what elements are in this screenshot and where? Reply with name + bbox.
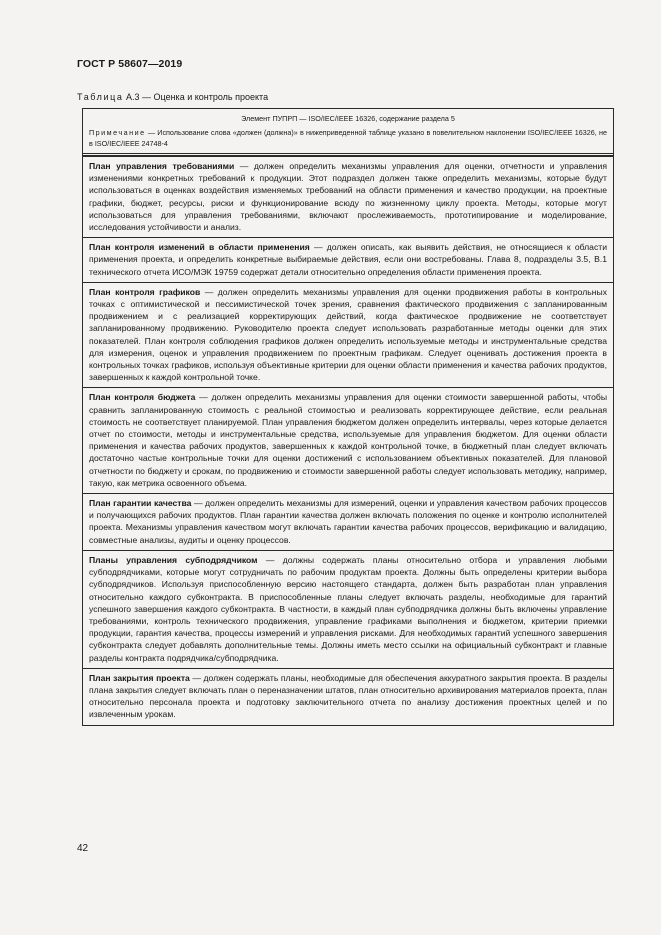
row-term: План закрытия проекта — [89, 672, 190, 683]
note-text: — Использование слова «должен (должна)» в нижеприведенной таблице указано в повелительном наклонении ISO/IEC/IEEE 16326, не в ISO/IEC/IEEE 24748-4 — [89, 128, 607, 148]
table-row — [83, 237, 613, 282]
page-number: 42 — [77, 843, 89, 854]
row-term: План управления требованиями — [89, 161, 235, 171]
caption-number: А.3 — [126, 92, 140, 102]
row-text: — должен определить механизмы для измерений, оценки и управления качеством рабочих процессов и получающихся рабочих продуктов. План гарантии качества должен включать положения по оценке и контролю исполнителей проекта. Механизмы управления качеством могут включать гарантии качества рабочих процессов, верификацию и валидацию, совместные анализы, аудиты и оценку процессов. — [89, 498, 607, 545]
row-text: — должен содержать планы, необходимые для обеспечения аккуратного закрытия проекта. В разделы плана закрытия следует включать план о переназначении штатов, план относительно архивирования материалов проекта, план относительно персонала проекта и подготовку заключительного отчета по анализу достижения проектных целей и по извлеченным урокам. — [89, 672, 607, 720]
row-text: — должен определить механизмы управления для оценки продвижения работы в контрольных точках с оптимистической и пессимистической точек зрения, сравнения фактического продвижения с запланированным продвижением и с реализацией корректирующих действий, когда фактическое продвижение не соответствует запланированному продвижению. Руководителю проекта следует использовать разработанные методы оценки для этих показателей. План контроля соблюдения графиков должен определить используемые методы и инструментальные средства для измерения, оценок и управления продвижением по проектным графикам. Следует оценивать достижения проекта в контрольных точках графиков, используя объективные критерии для оценки области применения и качества рабочих продуктов, завершенных к каждой контрольной точке. — [89, 286, 607, 383]
evaluation-table — [82, 108, 614, 726]
row-term: План контроля графиков — [89, 286, 201, 297]
row-text: — должен определить механизмы управления для оценки, отчетности и управления изменениями конкретных требований к продукции. Этот подраздел должен также определить механизмы, которые будут использоваться в оценках воздействия изменяемых требований на области применения и качество продукции, на проектные графики, бюджет, ресурсы, риски и функционирование всюду по жизненному циклу проекта. Методы, которые могут использоваться для управления требованиями, включают прослеживаемость, прототипирование и моделирование, исследования устойчивости и анализ. — [89, 161, 607, 233]
row-term: Планы управления субподрядчиком — [89, 554, 258, 565]
row-term: План контроля бюджета — [89, 392, 196, 403]
row-text: — должен описать, как выявить действия, не относящиеся к области применения проекта, и определить конкретные выбираемые действия, если они востребованы. Глава 8, подразделы 3.5, В.1 технического отчета ИСО/МЭК 19759 содержат детали относительно определения области применения проекта. — [89, 242, 607, 277]
caption-title: — Оценка и контроль проекта — [139, 92, 269, 102]
row-term: План контроля изменений в области применения — [89, 242, 310, 253]
table-row — [83, 387, 613, 493]
note-label: Примечание — [89, 128, 146, 137]
table-row — [83, 156, 613, 237]
row-term: План гарантии качества — [89, 498, 192, 509]
table-note — [89, 127, 607, 149]
table-row — [83, 668, 613, 725]
row-text: — должен определить механизмы управления для оценки стоимости завершенной работы, чтобы сравнить запланированную стоимость с реальной стоимостью и реализовать корректирующее действие, если реальная стоимость не соответствует планируемой. План управления бюджетом должен определить интервалы, через которые делается отчет по стоимости, методы и инструментальные средства, используемые для управления бюджетом. Для оценки области применения и качества рабочих продуктов, завершенных к каждой контрольной точке, в бюджетный план следует включать достаточно частые контрольные точки для оценки достижений с использованием объективных показателей. Для плановой отчетности по бюджету и срокам, по продвижению и стоимости завершенной работы следует использовать методику, например, такую, как метрика освоенного объема. — [89, 392, 607, 488]
standard-designation: ГОСТ Р 58607—2019 — [77, 58, 183, 70]
table-caption — [77, 92, 268, 102]
row-text: — должны содержать планы относительно отбора и управления любыми субподрядчиками, которые могут сотрудничать по рабочим продуктам проекта. Должны быть определены критерии выбора субподрядчиков. Используя приспособленную версию настоящего стандарта, должен быть разработан план управления относительно каждого субконтракта. В приспособленные планы следует включать разделы, необходимые для гарантий успешного завершения каждого субконтракта. В частности, в каждый план субподрядчика должны быть включены управление требованиями, контроль технического продвижения, управление графиками выполнения и бюджетом, критерии приемки продукции, гарантия качества, процессы измерений и управления рисками. Для необходимых гарантий успешного завершения субконтракта следует добавлять дополнительные темы. Должны иметь место ссылки на официальный субконтракт и главные разделы контракта подрядчика/субподрядчика. — [89, 554, 607, 663]
table-row — [83, 550, 613, 668]
caption-label: Таблица — [77, 92, 124, 102]
table-header-element: Элемент ПУПРП — ISO/IEC/IEEE 16326, содержание раздела 5 — [241, 114, 455, 123]
table-row — [83, 282, 613, 388]
table-row — [83, 493, 613, 550]
table-header — [83, 109, 613, 156]
